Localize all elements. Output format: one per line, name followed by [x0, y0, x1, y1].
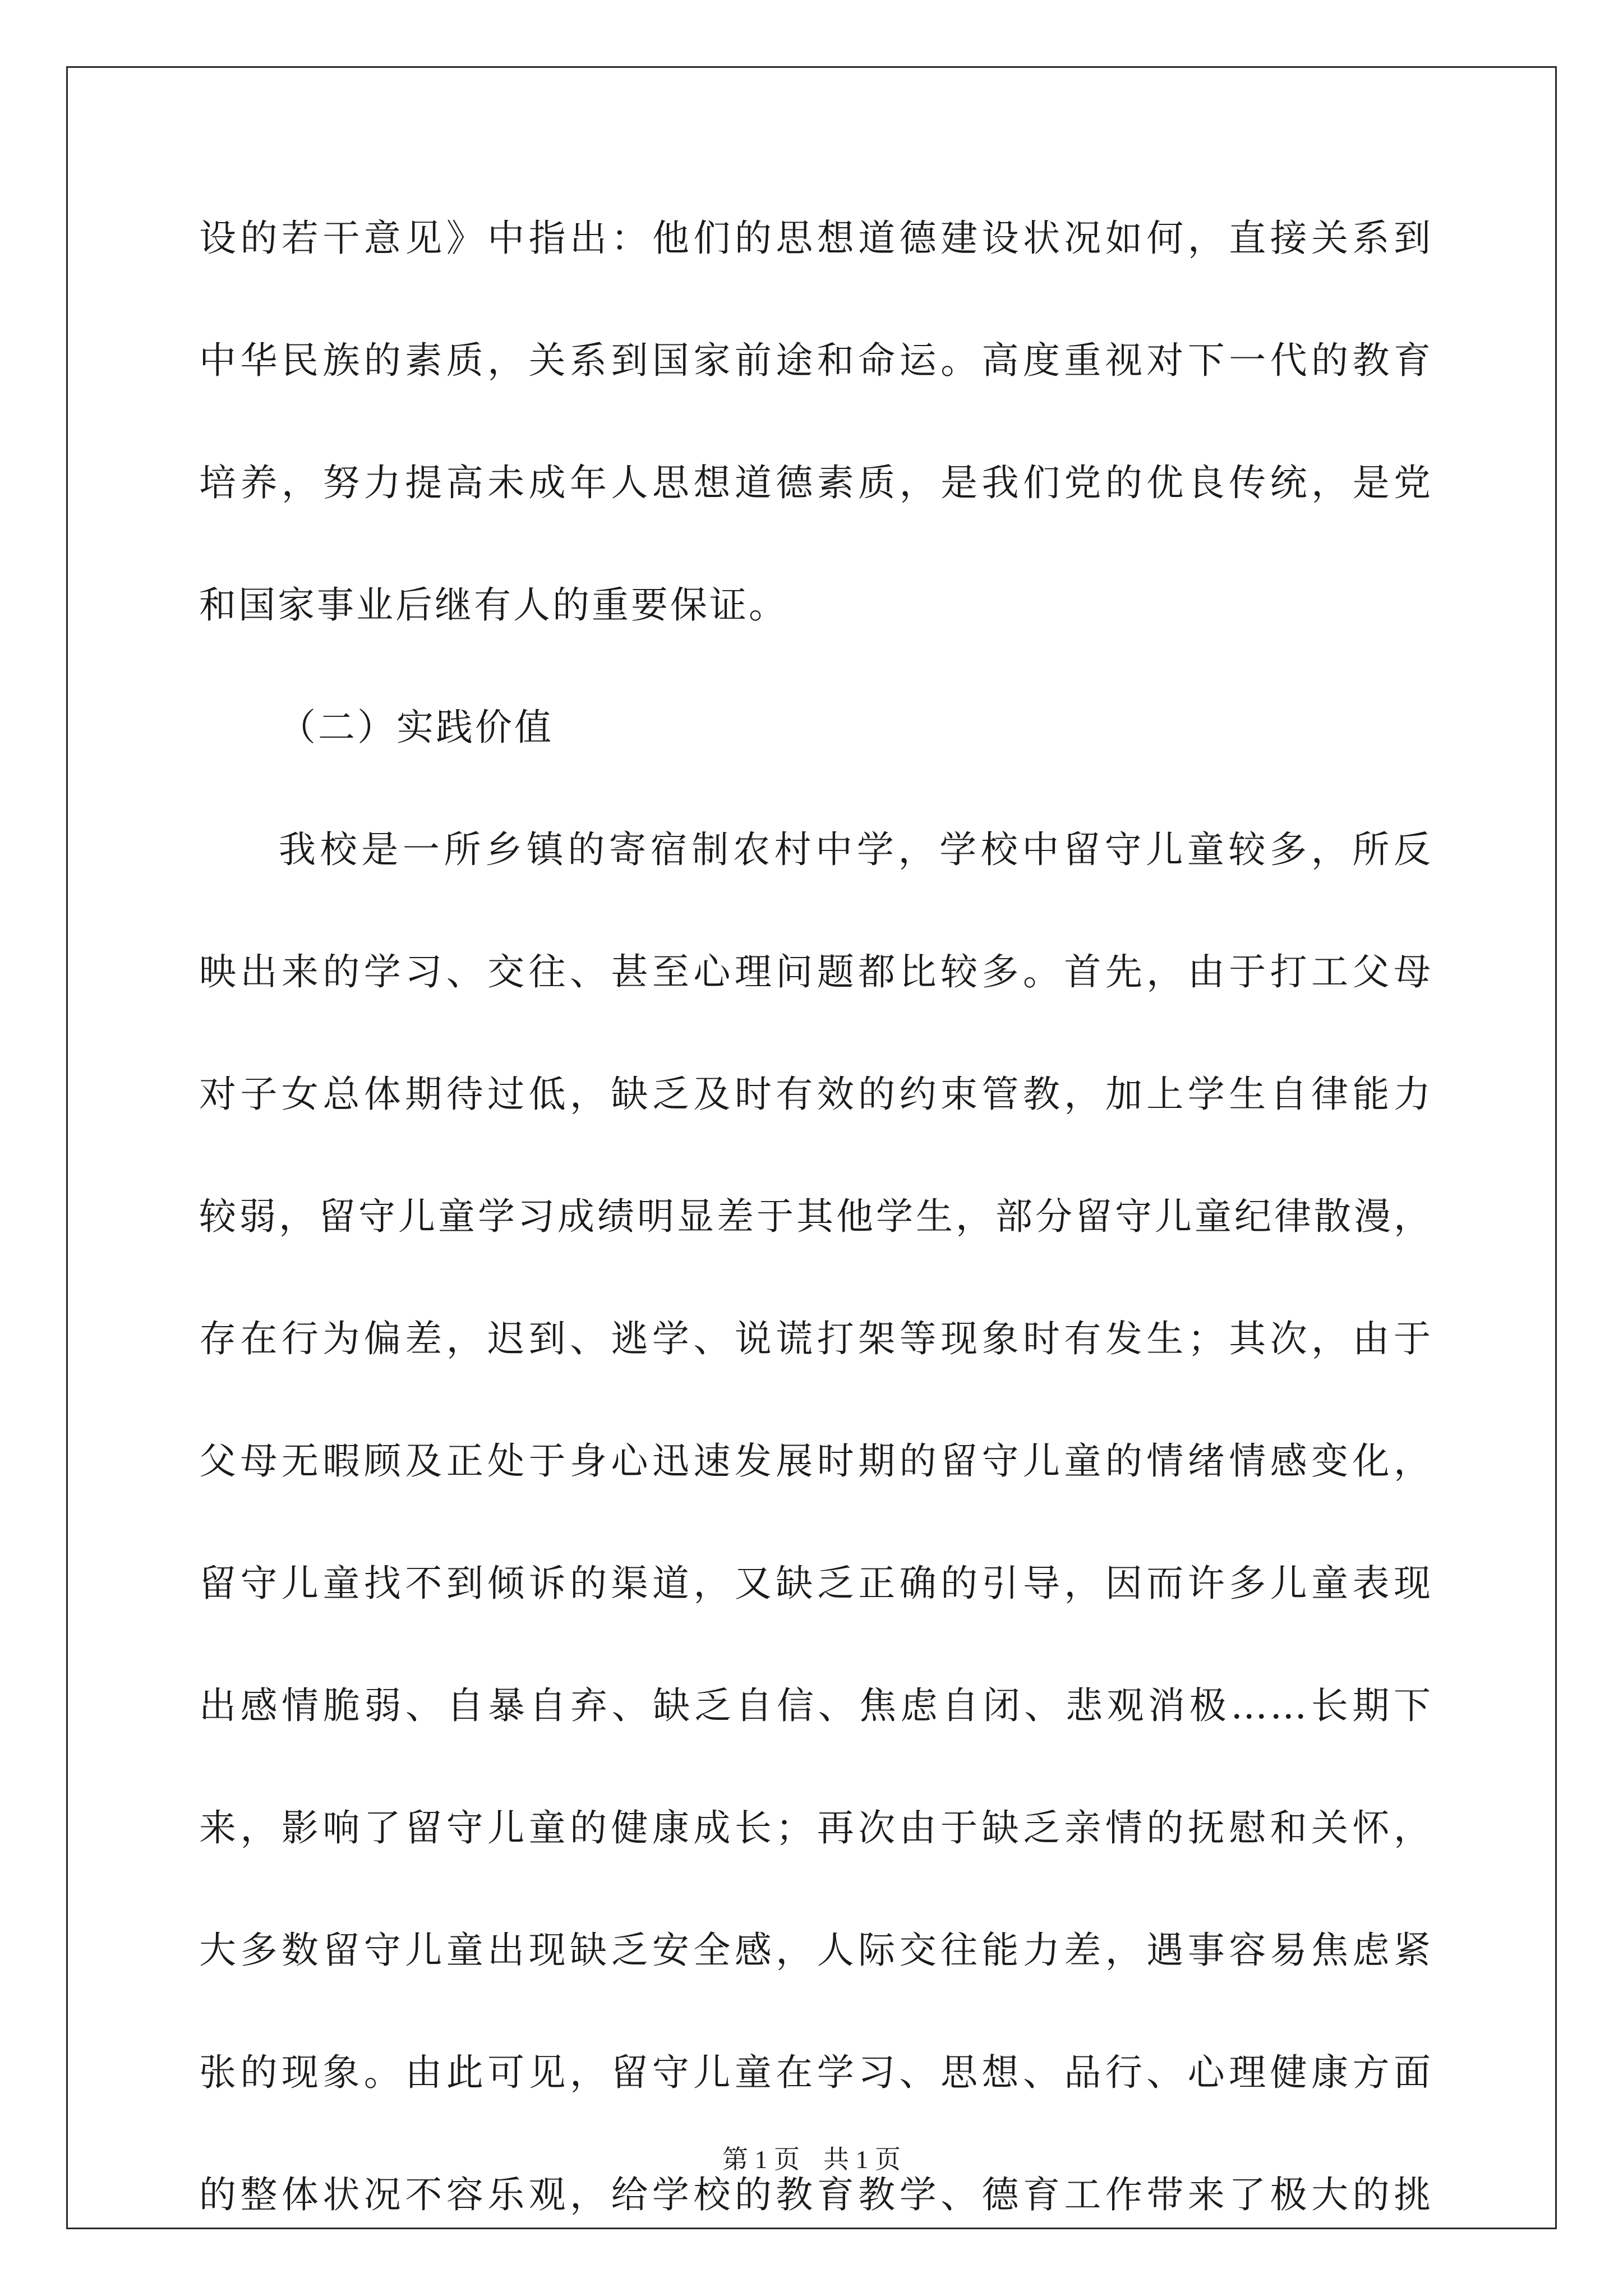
- text-line: 我校是一所乡镇的寄宿制农村中学，学校中留守儿童较多，所反: [279, 828, 1433, 871]
- text-line: 父母无暇顾及正处于身心迅速发展时期的留守儿童的情绪情感变化，: [199, 1439, 1433, 1483]
- text-line: 出感情脆弱、自暴自弃、缺乏自信、焦虑自闭、悲观消极……长期下: [199, 1684, 1433, 1727]
- text-line: 来，影响了留守儿童的健康成长；再次由于缺乏亲情的抚慰和关怀，: [199, 1806, 1433, 1849]
- text-line: 存在行为偏差，迟到、逃学、说谎打架等现象时有发生；其次，由于: [199, 1317, 1433, 1360]
- text-line: 设的若干意见》中指出：他们的思想道德建设状况如何，直接关系到: [199, 217, 1433, 260]
- text-line: 培养，努力提高未成年人思想道德素质，是我们党的优良传统，是党: [199, 461, 1433, 504]
- page-number: 第 1 页: [722, 2145, 800, 2174]
- document-body: [199, 210, 1433, 2289]
- page-footer: [0, 2143, 1623, 2177]
- section-heading: （二）实践价值: [279, 706, 554, 749]
- text-line: 和国家事业后继有人的重要保证。: [199, 583, 788, 627]
- text-line: 较弱，留守儿童学习成绩明显差于其他学生，部分留守儿童纪律散漫，: [199, 1195, 1433, 1238]
- page-total: 共 1 页: [823, 2145, 901, 2174]
- text-line: 中华民族的素质，关系到国家前途和命运。高度重视对下一代的教育: [199, 339, 1433, 382]
- text-line: 大多数留守儿童出现缺乏安全感，人际交往能力差，遇事容易焦虑紧: [199, 1929, 1433, 1972]
- text-line: 映出来的学习、交往、甚至心理问题都比较多。首先，由于打工父母: [199, 950, 1433, 993]
- text-line: 张的现象。由此可见，留守儿童在学习、思想、品行、心理健康方面: [199, 2051, 1433, 2094]
- text-line: 对子女总体期待过低，缺乏及时有效的约束管教，加上学生自律能力: [199, 1073, 1433, 1116]
- text-line: 留守儿童找不到倾诉的渠道，又缺乏正确的引导，因而许多儿童表现: [199, 1562, 1433, 1605]
- text-line: 的整体状况不容乐观，给学校的教育教学、德育工作带来了极大的挑: [199, 2173, 1433, 2216]
